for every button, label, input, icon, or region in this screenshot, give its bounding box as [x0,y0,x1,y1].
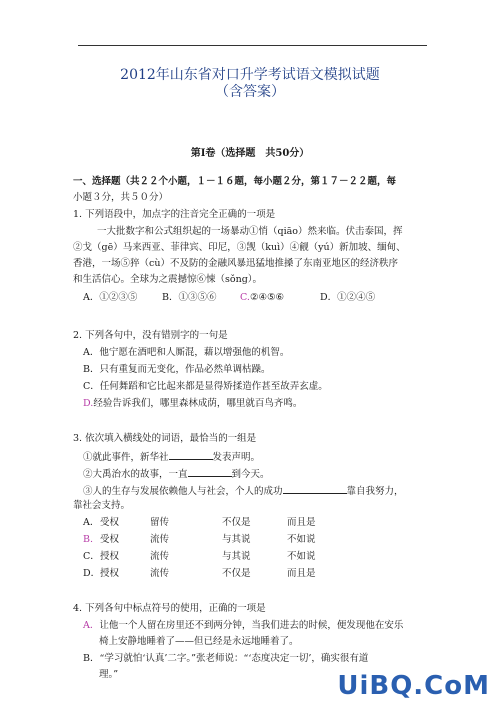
option-text: ①②③⑤ [99,292,138,303]
q2-option-d[interactable] [83,398,302,410]
q3-d-word-3: 不仅是 [222,568,251,579]
q4-stem: 4. 下列各句中标点符号的使用，正确的一项是 [73,603,266,614]
q1-passage-line2: ②戈（gē）马来西亚、菲律宾、印尼，③觊（kuì）④觎（yú）新加坡、缅甸、 [73,242,406,253]
q2-option-b[interactable] [83,364,271,376]
q3-s1-after: 发表声明。 [212,452,261,463]
option-letter: D． [320,292,338,303]
q1-option-c[interactable] [240,292,284,304]
q4-option-b[interactable] [83,653,368,665]
option-text: 让他一个人留在房里还不到两分钟，当我们进去的时候，便发现他在安乐 [99,620,404,631]
q1-option-d[interactable] [320,292,375,304]
q4-option-a[interactable] [83,620,403,632]
option-letter: A． [83,292,100,303]
q3-c-word-4: 不如说 [287,551,316,562]
q3-b-word-1: 受权 [100,534,120,545]
header-rule [78,45,427,46]
option-letter: B． [83,653,100,664]
q3-a-word-2: 留传 [150,517,170,528]
q1-option-b[interactable] [162,292,217,304]
q2-option-a[interactable] [83,347,289,359]
option-text: “学习就怕‘认真’二字。”张老师说：“‘态度决定一切’，确实很有道 [99,653,369,664]
option-letter: C. [240,292,250,303]
q3-b-word-2: 流传 [150,534,170,545]
q3-s2-before: ②大禹治水的故事，一直 [83,469,188,480]
option-letter: B． [83,364,100,375]
option-text: 任何舞蹈和它比起来都是显得矫揉造作甚至故弄玄虚。 [99,381,328,392]
q3-s1-before: ①就此事件，新华社 [83,452,169,463]
q3-b-word-4: 不如说 [287,534,316,545]
q3-c-word-2: 流传 [150,551,170,562]
option-letter: D． [83,568,101,579]
option-letter: A． [83,620,100,631]
q3-sentence-2 [83,467,270,481]
q2-option-c[interactable] [83,381,328,393]
q3-b-word-3: 与其说 [222,534,251,545]
q3-blank-2[interactable] [188,467,232,477]
q3-blank-3[interactable] [283,484,347,494]
q3-c-word-1: 授权 [100,551,120,562]
option-text: ①③⑤⑥ [178,292,217,303]
q3-s3-before: ③人的生存与发展依赖他人与社会，个人的成功 [83,486,283,497]
q4-option-b-cont: 理。” [99,669,119,680]
q3-sentence-3-cont: 靠社会支持。 [73,500,131,511]
q2-stem: 2. 下列各句中，没有错别字的一句是 [73,330,228,341]
option-text: 他宁愿在酒吧和人厮混，藉以增强他的机智。 [99,347,290,358]
q1-passage-line4: 和生活信心。全球为之震撼惊⑥悚（sǒng）。 [73,274,263,285]
q3-a-word-1: 受权 [100,517,120,528]
q3-s2-after: 到今天。 [231,469,270,480]
part-heading: 第Ⅰ卷（选择题 共50分） [190,148,310,159]
q3-a-word-4: 而且是 [287,517,316,528]
section-heading-line1: 一、选择题（共２２个小题，１－１６题，每小题２分，第１７－２２题，每 [73,176,397,187]
exam-title: 2012年山东省对口升学考试语文模拟试题 [120,67,380,83]
option-letter: C． [83,551,100,562]
q1-option-a[interactable] [83,292,137,304]
option-text: ②④⑤⑥ [249,292,285,303]
option-letter: A． [83,517,100,528]
q4-option-a-cont: 椅上安静地睡着了——但已经是永远地睡着了。 [99,636,299,647]
exam-subtitle: （含答案） [215,84,285,100]
option-letter: C． [83,381,100,392]
section-heading-line2: 小题３分，共５０分） [73,192,169,203]
option-letter: B. [83,534,94,545]
q3-a-word-3: 不仅是 [222,517,251,528]
q3-d-word-1: 授权 [100,568,120,579]
option-text: 只有重复而无变化，作品必然单调枯躁。 [99,364,271,375]
option-letter: B． [162,292,179,303]
q3-d-word-2: 流传 [150,568,170,579]
q3-d-word-4: 而且是 [287,568,316,579]
q3-sentence-3 [83,484,404,498]
q3-c-word-3: 与其说 [222,551,251,562]
site-watermark: UiBQ.CoM [337,671,490,701]
option-letter: D. [83,398,94,409]
q3-stem: 3. 依次填入横线处的词语，最恰当的一组是 [73,433,257,444]
q3-sentence-1 [83,450,260,464]
q3-blank-1[interactable] [169,450,213,460]
q3-s3-after: 靠自我努力， [346,486,404,497]
q1-passage-line1: 一大批数字和公式组织起的一场暴动①悄（qiāo）然来临。伏击泰国，挥 [97,226,403,237]
option-text: ①②④⑤ [337,292,376,303]
q1-passage-line3: 香港，一场⑤猝（cù）不及防的金融风暴迅猛地推搡了东南亚地区的经济秩序 [73,258,398,269]
option-letter: A． [83,347,100,358]
q1-stem: 1. 下列语段中，加点字的注音完全正确的一项是 [73,209,276,220]
option-text: 经验告诉我们，哪里森林成荫，哪里就百鸟齐鸣。 [93,398,303,409]
